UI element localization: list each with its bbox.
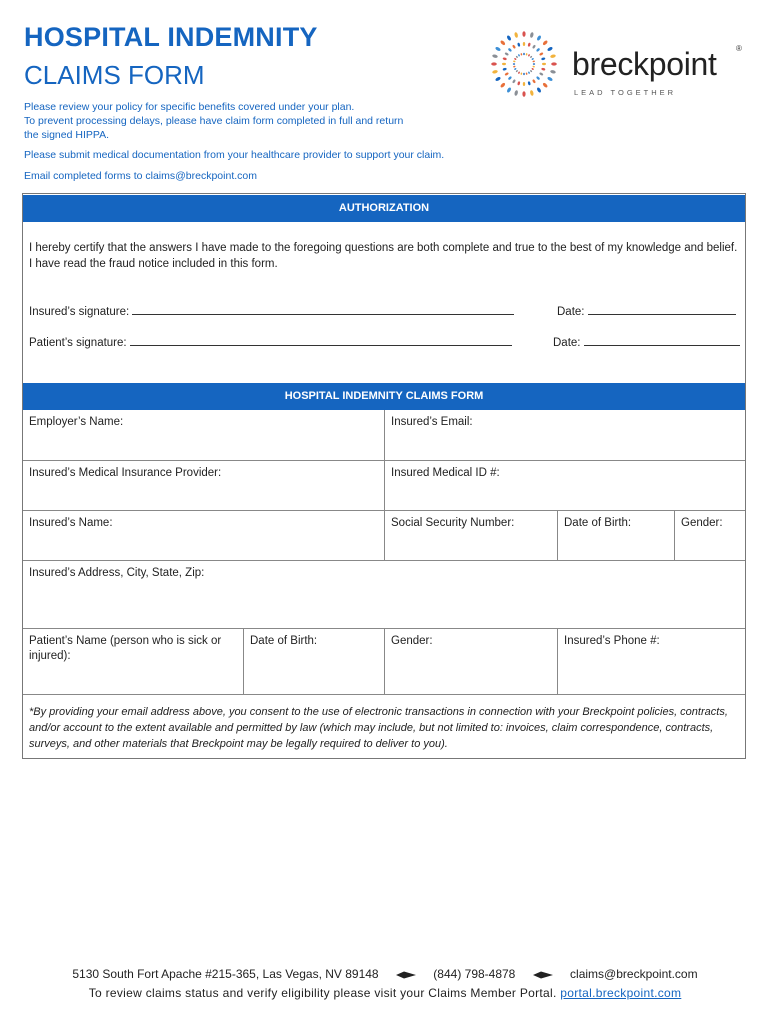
- logo-burst-dot: [523, 82, 525, 86]
- logo-burst-dot: [523, 73, 525, 75]
- logo-burst-dot: [515, 70, 518, 73]
- logo-burst-dot: [530, 55, 533, 58]
- logo-burst-dot: [532, 79, 536, 84]
- email-consent-note: *By providing your email address above, you consent to the use of electronic transactions in connection with your Breckpoint policies, contracts, and/or account to the extent available and permitted by law (which may include, but not limited to: invoices, claim correspondence, contracts, surveys, and other materials that Breckpoint may be legally required to deliver to you).: [29, 706, 728, 750]
- logo-burst-dot: [502, 68, 506, 71]
- logo-burst-dot: [532, 60, 535, 62]
- logo-burst-dot: [532, 44, 536, 49]
- logo-burst-dot: [513, 60, 516, 62]
- logo-burst-dot: [506, 87, 512, 93]
- logo-burst-dot: [514, 32, 519, 38]
- patient-gender-field[interactable]: Gender:: [385, 629, 558, 695]
- logo-burst-dot: [542, 63, 546, 65]
- intro-line: To prevent processing delays, please have claim form completed in full and return: [24, 115, 404, 127]
- logo-burst-dot: [523, 53, 525, 55]
- portal-link[interactable]: portal.breckpoint.com: [560, 986, 682, 1000]
- logo-burst-dot: [504, 72, 509, 76]
- logo-burst-dot: [512, 79, 516, 84]
- logo-burst-dot: [531, 68, 534, 71]
- logo-burst-dot: [514, 90, 519, 96]
- logo-burst-dot: [539, 52, 544, 56]
- logo-burst-dot: [528, 81, 531, 85]
- medical-documentation-note: Please submit medical documentation from your healthcare provider to support your claim.: [24, 149, 445, 161]
- patient-dob-field[interactable]: Date of Birth:: [244, 629, 385, 695]
- logo-burst-dot: [518, 54, 521, 57]
- logo-burst-dot: [551, 62, 557, 65]
- intro-line: Please review your policy for specific benefits covered under your plan.: [24, 101, 355, 113]
- logo-burst-dot: [514, 68, 517, 71]
- logo-burst-dot: [502, 57, 506, 60]
- brand-tagline: LEAD TOGETHER: [574, 88, 677, 97]
- logo-burst-dot: [526, 72, 528, 75]
- breckpoint-logo: [484, 24, 754, 104]
- logo-burst-dot: [522, 31, 525, 37]
- footer-address: 5130 South Fort Apache #215-365, Las Vegas, NV 89148: [72, 967, 379, 981]
- claims-form-box: [22, 193, 746, 759]
- logo-burst-dot: [526, 53, 528, 56]
- logo-burst-dot: [536, 87, 542, 93]
- brand-name: breckpoint: [572, 46, 717, 82]
- logo-burst-dot: [513, 63, 515, 65]
- insurance-provider-field[interactable]: Insured’s Medical Insurance Provider:: [23, 461, 385, 511]
- insured-signature-field[interactable]: [29, 304, 514, 318]
- logo-burst-dot: [530, 70, 533, 73]
- insured-date-field[interactable]: [557, 304, 736, 318]
- patient-name-field[interactable]: Patient’s Name (person who is sick or injured):: [23, 629, 244, 695]
- logo-burst-dot: [495, 46, 501, 52]
- claims-form-heading: HOSPITAL INDEMNITY CLAIMS FORM: [23, 383, 745, 410]
- patient-signature-label: Patient’s signature:: [29, 337, 127, 349]
- patient-date-field[interactable]: [553, 335, 740, 349]
- logo-burst-dot: [518, 71, 521, 74]
- insured-address-field[interactable]: Insured’s Address, City, State, Zip:: [23, 561, 745, 629]
- logo-burst-dot: [528, 71, 531, 74]
- patient-date-line[interactable]: [584, 335, 740, 346]
- footer-email[interactable]: claims@breckpoint.com: [570, 967, 698, 981]
- logo-burst-dot: [495, 76, 501, 82]
- logo-burst-dot: [523, 42, 525, 46]
- trademark-symbol: ®: [736, 44, 742, 53]
- logo-burst-dot: [536, 48, 541, 53]
- footer-portal-line: [0, 986, 770, 1000]
- logo-burst-dot: [514, 58, 517, 61]
- logo-burst-dot: [547, 76, 553, 82]
- insured-phone-field[interactable]: Insured’s Phone #:: [558, 629, 745, 695]
- separator-icon: [533, 968, 553, 982]
- logo-burst-dot: [502, 63, 506, 65]
- insured-email-field[interactable]: Insured’s Email:: [385, 410, 745, 461]
- logo-burst-dot: [517, 42, 520, 46]
- logo-burst-dot: [512, 44, 516, 49]
- logo-burst-dot: [532, 66, 535, 68]
- logo-burst-dot: [542, 40, 548, 46]
- logo-burst-dot: [541, 57, 545, 60]
- logo-burst-dot: [528, 54, 531, 57]
- insured-date-line[interactable]: [588, 304, 736, 315]
- portal-instruction: To review claims status and verify eligibility please visit your Claims Member Portal.: [88, 986, 557, 1000]
- intro-text: [24, 100, 464, 142]
- footer-phone: (844) 798-4878: [433, 967, 516, 981]
- logo-burst-dot: [492, 54, 498, 59]
- logo-burst-dot: [500, 40, 506, 46]
- logo-burst-dot: [530, 32, 535, 38]
- page-title: HOSPITAL INDEMNITY: [24, 22, 318, 52]
- logo-burst-dot: [517, 81, 520, 85]
- logo-burst-dot: [513, 66, 516, 68]
- intro-line: the signed HIPPA.: [24, 129, 110, 141]
- logo-burst-dot: [550, 70, 556, 75]
- patient-signature-line[interactable]: [130, 335, 512, 346]
- logo-burst-dot: [547, 46, 553, 52]
- logo-burst-dot: [504, 52, 509, 56]
- date-label: Date:: [557, 306, 585, 318]
- logo-burst-dot: [491, 62, 497, 65]
- logo-burst-dot: [539, 72, 544, 76]
- logo-burst-dot: [536, 35, 542, 41]
- employer-name-field[interactable]: Employer’s Name:: [23, 410, 385, 461]
- email-instruction: Email completed forms to claims@breckpoint.com: [24, 170, 257, 182]
- insured-gender-field[interactable]: Gender:: [675, 511, 745, 561]
- logo-burst-dot: [533, 63, 535, 65]
- insured-signature-label: Insured’s signature:: [29, 306, 130, 318]
- logo-burst-dot: [536, 76, 541, 81]
- date-label: Date:: [553, 337, 581, 349]
- ssn-field[interactable]: Social Security Number:: [385, 511, 558, 561]
- logo-burst-dot: [520, 72, 522, 75]
- logo-burst-dot: [541, 68, 545, 71]
- logo-burst-dot: [530, 90, 535, 96]
- logo-burst-dot: [508, 76, 513, 81]
- logo-burst-dot: [515, 55, 518, 58]
- footer-contact: [0, 967, 770, 982]
- logo-burst-dot: [522, 91, 525, 97]
- logo-burst-dot: [531, 58, 534, 61]
- insured-name-field[interactable]: Insured’s Name:: [23, 511, 385, 561]
- authorization-heading: AUTHORIZATION: [23, 195, 745, 222]
- medical-id-field[interactable]: Insured Medical ID #:: [385, 461, 745, 511]
- logo-burst-dot: [520, 53, 522, 56]
- logo-burst-dot: [508, 48, 513, 53]
- insured-dob-field[interactable]: Date of Birth:: [558, 511, 675, 561]
- certification-statement: I hereby certify that the answers I have made to the foregoing questions are both complete and true to the best of my knowledge and belief. I have read the fraud notice included in this form.: [29, 242, 738, 270]
- patient-signature-field[interactable]: [29, 335, 512, 349]
- insured-signature-line[interactable]: [132, 304, 514, 315]
- logo-burst-dot: [550, 54, 556, 59]
- logo-burst-dot: [500, 82, 506, 88]
- logo-burst-dot: [506, 35, 512, 41]
- logo-burst-dot: [528, 42, 531, 46]
- starburst-logo-icon: [484, 24, 564, 104]
- logo-burst-dot: [492, 70, 498, 75]
- separator-icon: [396, 968, 416, 982]
- page-subtitle: CLAIMS FORM: [24, 60, 205, 90]
- logo-burst-dot: [542, 82, 548, 88]
